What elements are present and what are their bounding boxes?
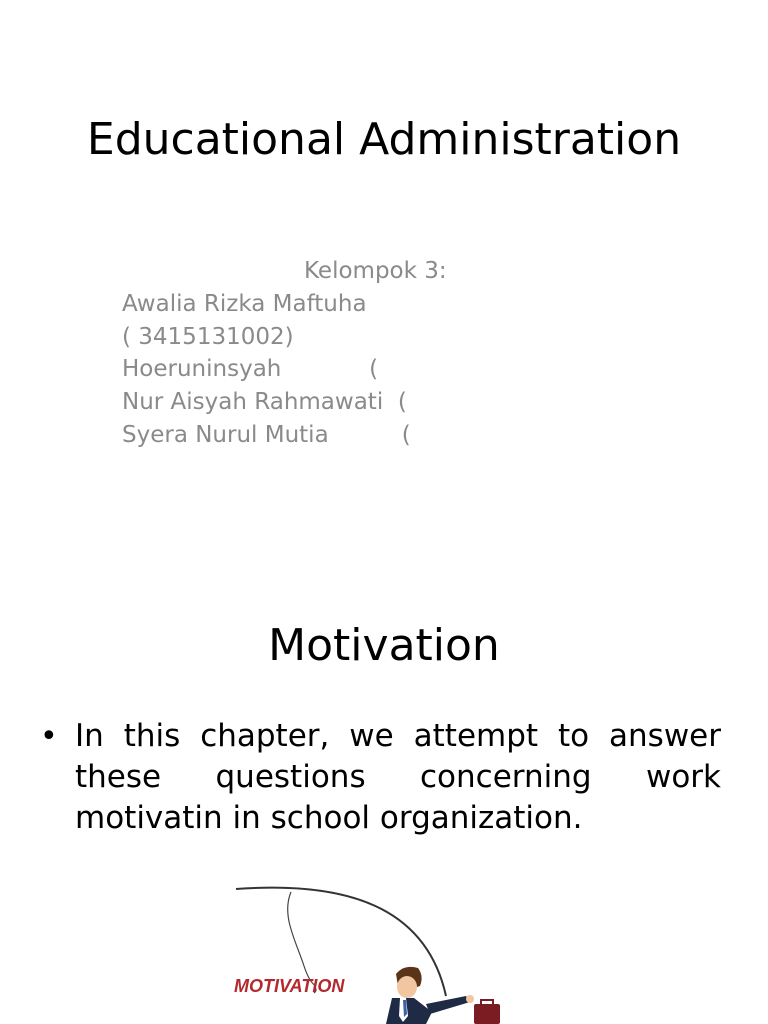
hook-line [288, 892, 316, 986]
group-members [122, 254, 542, 452]
member-line: Nur Aisyah Rahmawati ( [122, 389, 407, 415]
motivation-slide [0, 576, 768, 1024]
bullet-text: In this chapter, we attempt to answer these questions concerning work motivatin in school organization. [75, 718, 721, 836]
member-line: Awalia Rizka Maftuha [122, 291, 367, 317]
businessman-icon [386, 967, 500, 1024]
briefcase-icon [474, 1004, 500, 1024]
motivation-illustration [186, 886, 536, 1024]
presentation-title: Educational Administration [86, 114, 682, 165]
slide-title: Motivation [268, 620, 500, 671]
member-line: Syera Nurul Mutia ( [122, 422, 411, 448]
group-heading: Kelompok 3: [304, 258, 447, 284]
motivation-label: MOTIVATION [234, 976, 345, 996]
bullet-marker: • [40, 719, 58, 754]
member-line: Hoeruninsyah ( [122, 356, 379, 382]
member-line: ( 3415131002) [122, 324, 294, 350]
